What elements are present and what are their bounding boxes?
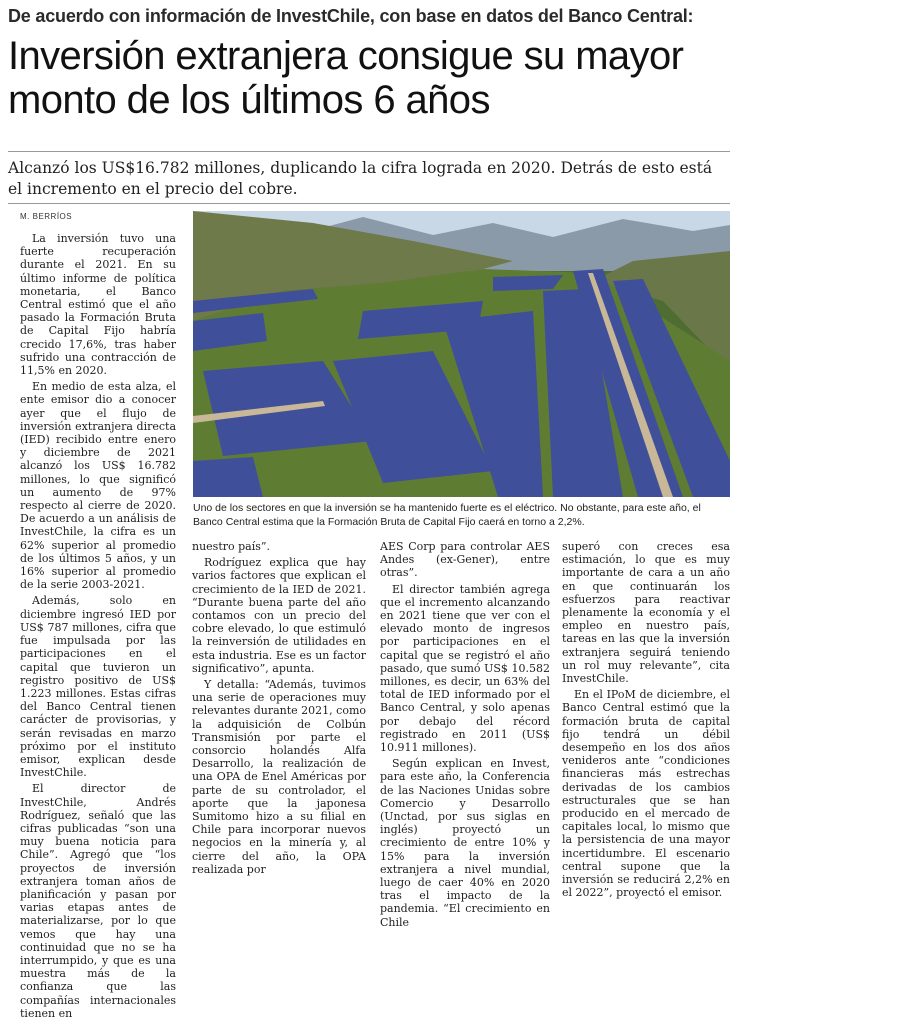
subhead: Alcanzó los US$16.782 millones, duplicando la cifra lograda en 2020. Detrás de esto está el incremento en el precio del cobre. [8, 159, 713, 198]
paragraph: Según explican en Invest, para este año, la Conferencia de las Naciones Unidas sobre Comercio y Desarrollo (Unctad, por sus siglas en inglés) proyectó un crecimiento de entre 10% y 15% para la inversión extranjera a nivel mundial, luego de caer 40% en 2020 tras el impacto de la pandemia. “El crecimiento en Chile [380, 757, 550, 929]
author-byline: M. BERRÍOS [20, 212, 73, 221]
paragraph: superó con creces esa estimación, lo que es muy importante de cara a un año en que continuarán los esfuerzos para reactivar plenamente la economía y el empleo en nuestro país, tareas en las que la inversión extranjera seguirá teniendo un rol muy relevante”, cita InvestChile. [562, 540, 730, 686]
paragraph: El director de InvestChile, Andrés Rodríguez, señaló que las cifras publicadas “son una muy buena noticia para Chile”. Agregó que “los proyectos de inversión extranjera toman años de planificación y pasan por varias etapas antes de materializarse, por lo que vemos que hay una continuidad que no se ha interrumpido, y que es una muestra más de la confianza que las compañías internacionales tienen en [20, 782, 176, 1020]
solar-farm-illustration [193, 211, 730, 497]
paragraph: AES Corp para controlar AES Andes (ex-Gener), entre otras”. [380, 540, 550, 580]
article-column-2 [192, 540, 367, 876]
kicker: De acuerdo con información de InvestChile, con base en datos del Banco Central: [8, 6, 694, 26]
article-column-4 [562, 540, 730, 900]
subhead-rule [8, 203, 730, 204]
paragraph: En el IPoM de diciembre, el Banco Central estimó que la formación bruta de capital fijo tendrá un débil desempeño en los dos años venideros ante “condiciones financieras más estrechas derivadas de los cambios estructurales que se han producido en el mercado de capitales local, lo mismo que la persistencia de una mayor incertidumbre. El escenario central supone que la inversión se reducirá 2,2% en el 2022”, proyectó el emisor. [562, 688, 730, 900]
paragraph: La inversión tuvo una fuerte recuperación durante el 2021. En su último informe de política monetaria, el Banco Central estimó que el año pasado la Formación Bruta de Capital Fijo habría crecido 17,6%, tras haber sufrido una contracción de 11,5% en 2020. [20, 232, 176, 378]
paragraph: Además, solo en diciembre ingresó IED por US$ 787 millones, cifra que fue impulsada por las participaciones en el capital que tuvieron un registro positivo de US$ 1.223 millones. Estas cifras del Banco Central tienen carácter de provisorias, y serán revisadas en marzo próximo por el instituto emisor, explican desde InvestChile. [20, 594, 176, 780]
headline-rule [8, 151, 730, 152]
paragraph: Rodríguez explica que hay varios factores que explican el crecimiento de la IED de 2021. “Durante buena parte del año contamos con un precio del cobre elevado, lo que estimuló la reinversión de utilidades en esta industria. Ese es un factor significativo”, apunta. [192, 556, 366, 675]
panel-block [493, 275, 563, 291]
paragraph: En medio de esta alza, el ente emisor dio a conocer ayer que el flujo de inversión extranjera directa (IED) recibido entre enero y diciembre de 2021 alcanzó los US$ 16.782 millones, lo que significó un aumento de 97% respecto al cierre de 2020. De acuerdo a un análisis de InvestChile, la cifra es un 62% superior al promedio de los últimos 5 años, y un 16% superior al promedio de la serie 2003-2021. [20, 380, 176, 592]
paragraph: Y detalla: “Además, tuvimos una serie de operaciones muy relevantes durante 2021, como la adquisición de Colbún Transmisión por parte el consorcio holandés Alfa Desarrollo, la realización de una OPA de Enel Américas por parte de su controlador, el aporte que la japonesa Sumitomo hizo a su filial en Chile para incorporar nuevos negocios en la minería y, al cierre del año, la OPA realizada por [192, 678, 367, 876]
article-column-3 [380, 540, 550, 929]
panel-block [193, 457, 263, 497]
article-column-1 [20, 232, 176, 1020]
headline: Inversión extranjera consigue su mayor monto de los últimos 6 años [8, 34, 684, 122]
paragraph: nuestro país”. [192, 540, 271, 553]
photo-credit: MAURICIO QUEZADA [903, 598, 909, 666]
paragraph: El director también agrega que el incremento alcanzando en 2021 tiene que ver con el elevado monto de ingresos por participaciones en el capital que se registró el año pasado, que sumó US$ 10.582 millones, es decir, un 63% del total de IED informado por el Banco Central, y solo apenas por debajo del récord registrado en 2011 (US$ 10.911 millones). [380, 582, 550, 755]
photo-caption: Uno de los sectores en que la inversión se ha mantenido fuerte es el eléctrico. No obstante, para este año, el Banco Central estima que la Formación Bruta de Capital Fijo caerá en torno a 2,2%. [193, 502, 701, 528]
